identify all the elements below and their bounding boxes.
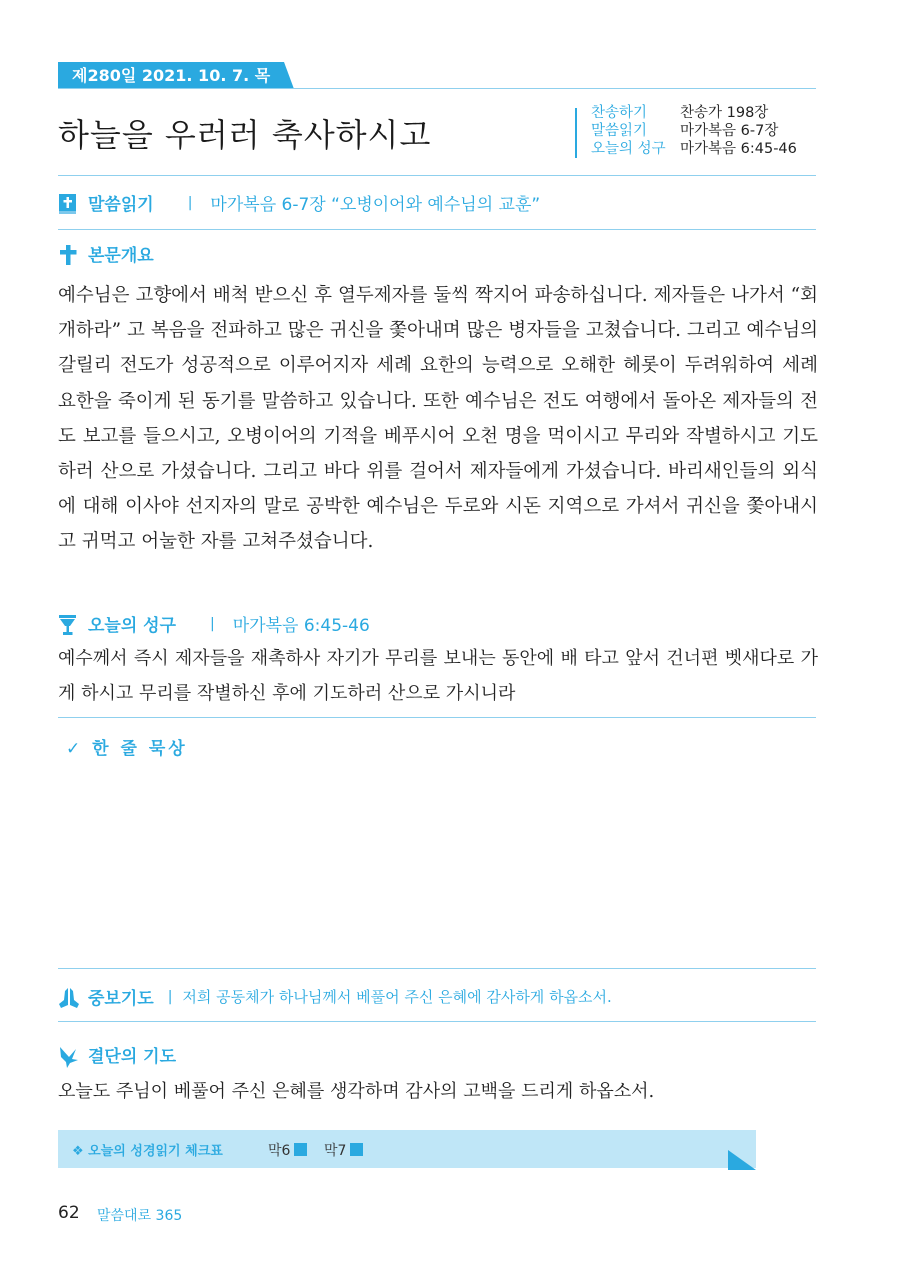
info-divider — [575, 108, 577, 158]
intercession-separator: | — [167, 988, 173, 1005]
overview-text: 예수님은 고향에서 배척 받으신 후 열두제자를 둘씩 짝지어 파송하십니다. 제자들은 나가서 “회개하라” 고 복음을 전파하고 많은 귀신을 쫓아내며 많은 병자들을 고쳤습니다. 그리고 예수님의 갈릴리 전도가 성공적으로 이루어지자 세례 요한의 능력으로 오해한 헤롯이 두려워하여 세례 요한을 죽이게 된 동기를 말씀하고 있습니다. 또한 예수님은 전도 여행에서 돌아온 제자들의 전도 보고를 들으시고, 오병이어의 기적을 베푸시어 오천 명을 먹이시고 무리와 작별하시고 기도하러 산으로 가셨습니다. 그리고 바다 위를 걸어서 제자들에게 가셨습니다. 바리새인들의 외식에 대해 이사야 선지자의 말로 공박한 예수님은 두로와 시돈 지역으로 가셔서 귀신을 쫓아내시고 귀먹고 어눌한 자를 고쳐주셨습니다. — [58, 285, 818, 553]
reading-section-heading — [58, 190, 540, 215]
dove-icon — [58, 1045, 78, 1065]
intercession-section-heading — [58, 984, 612, 1009]
intercession-heading: 중보기도 — [88, 989, 154, 1009]
intercession-text: 저희 공동체가 하나님께서 베풀어 주신 은혜에 감사하게 하옵소서. — [182, 988, 612, 1006]
checkbox[interactable] — [350, 1143, 363, 1156]
checklist-item-mark7[interactable] — [324, 1140, 363, 1160]
info-values — [680, 104, 797, 158]
page-number: 62 — [58, 1203, 80, 1223]
rule-1 — [58, 175, 816, 176]
checklist-label: ❖ 오늘의 성경읽기 체크표 — [72, 1144, 223, 1159]
reading-heading: 말씀읽기 — [88, 195, 154, 215]
date-tab: 제280일 2021. 10. 7. 목 — [58, 62, 284, 89]
checklist-item-label: 막7 — [324, 1143, 347, 1159]
info-value-verse: 마가복음 6:45-46 — [680, 141, 797, 157]
info-labels — [591, 104, 666, 158]
reading-separator: | — [187, 194, 193, 211]
overview-heading: 본문개요 — [88, 246, 154, 266]
info-label-hymn: 찬송하기 — [591, 105, 648, 121]
rule-3 — [58, 717, 816, 718]
cross-icon — [58, 244, 78, 264]
verse-heading: 오늘의 성구 — [88, 616, 177, 636]
info-label-reading: 말씀읽기 — [591, 123, 648, 139]
meditation-heading: ✓ 한 줄 묵상 — [66, 739, 188, 759]
info-value-reading: 마가복음 6-7장 — [680, 123, 779, 139]
overview-section-heading — [58, 241, 154, 266]
verse-section-heading — [58, 611, 370, 636]
info-value-hymn: 찬송가 198장 — [680, 105, 769, 121]
info-label-verse: 오늘의 성구 — [591, 141, 666, 157]
bible-icon — [58, 193, 78, 213]
header-rule — [58, 88, 816, 89]
reading-subtitle: 마가복음 6-7장 “오병이어와 예수님의 교훈” — [210, 195, 541, 215]
checklist-item-mark6[interactable] — [268, 1140, 307, 1160]
verse-reference: 마가복음 6:45-46 — [232, 616, 370, 636]
book-title: 말씀대로 365 — [97, 1208, 183, 1224]
rule-4 — [58, 968, 816, 969]
decision-heading: 결단의 기도 — [88, 1047, 177, 1067]
checklist-item-label: 막6 — [268, 1143, 291, 1159]
verse-text: 예수께서 즉시 제자들을 재촉하사 자기가 무리를 보내는 동안에 배 타고 앞서 건너편 벳새다로 가게 하시고 무리를 작별하신 후에 기도하러 산으로 가시니라 — [58, 648, 818, 704]
decision-section-heading — [58, 1042, 176, 1067]
praying-hands-icon — [58, 987, 78, 1007]
checkbox[interactable] — [294, 1143, 307, 1156]
rule-2 — [58, 229, 816, 230]
chalice-icon — [58, 614, 78, 634]
page-title: 하늘을 우러러 축사하시고 — [58, 116, 432, 154]
rule-5 — [58, 1021, 816, 1022]
verse-separator: | — [210, 615, 215, 632]
decision-text: 오늘도 주님이 베풀어 주신 은혜를 생각하며 감사의 고백을 드리게 하옵소서. — [58, 1081, 655, 1102]
corner-fold-icon — [728, 1150, 756, 1170]
